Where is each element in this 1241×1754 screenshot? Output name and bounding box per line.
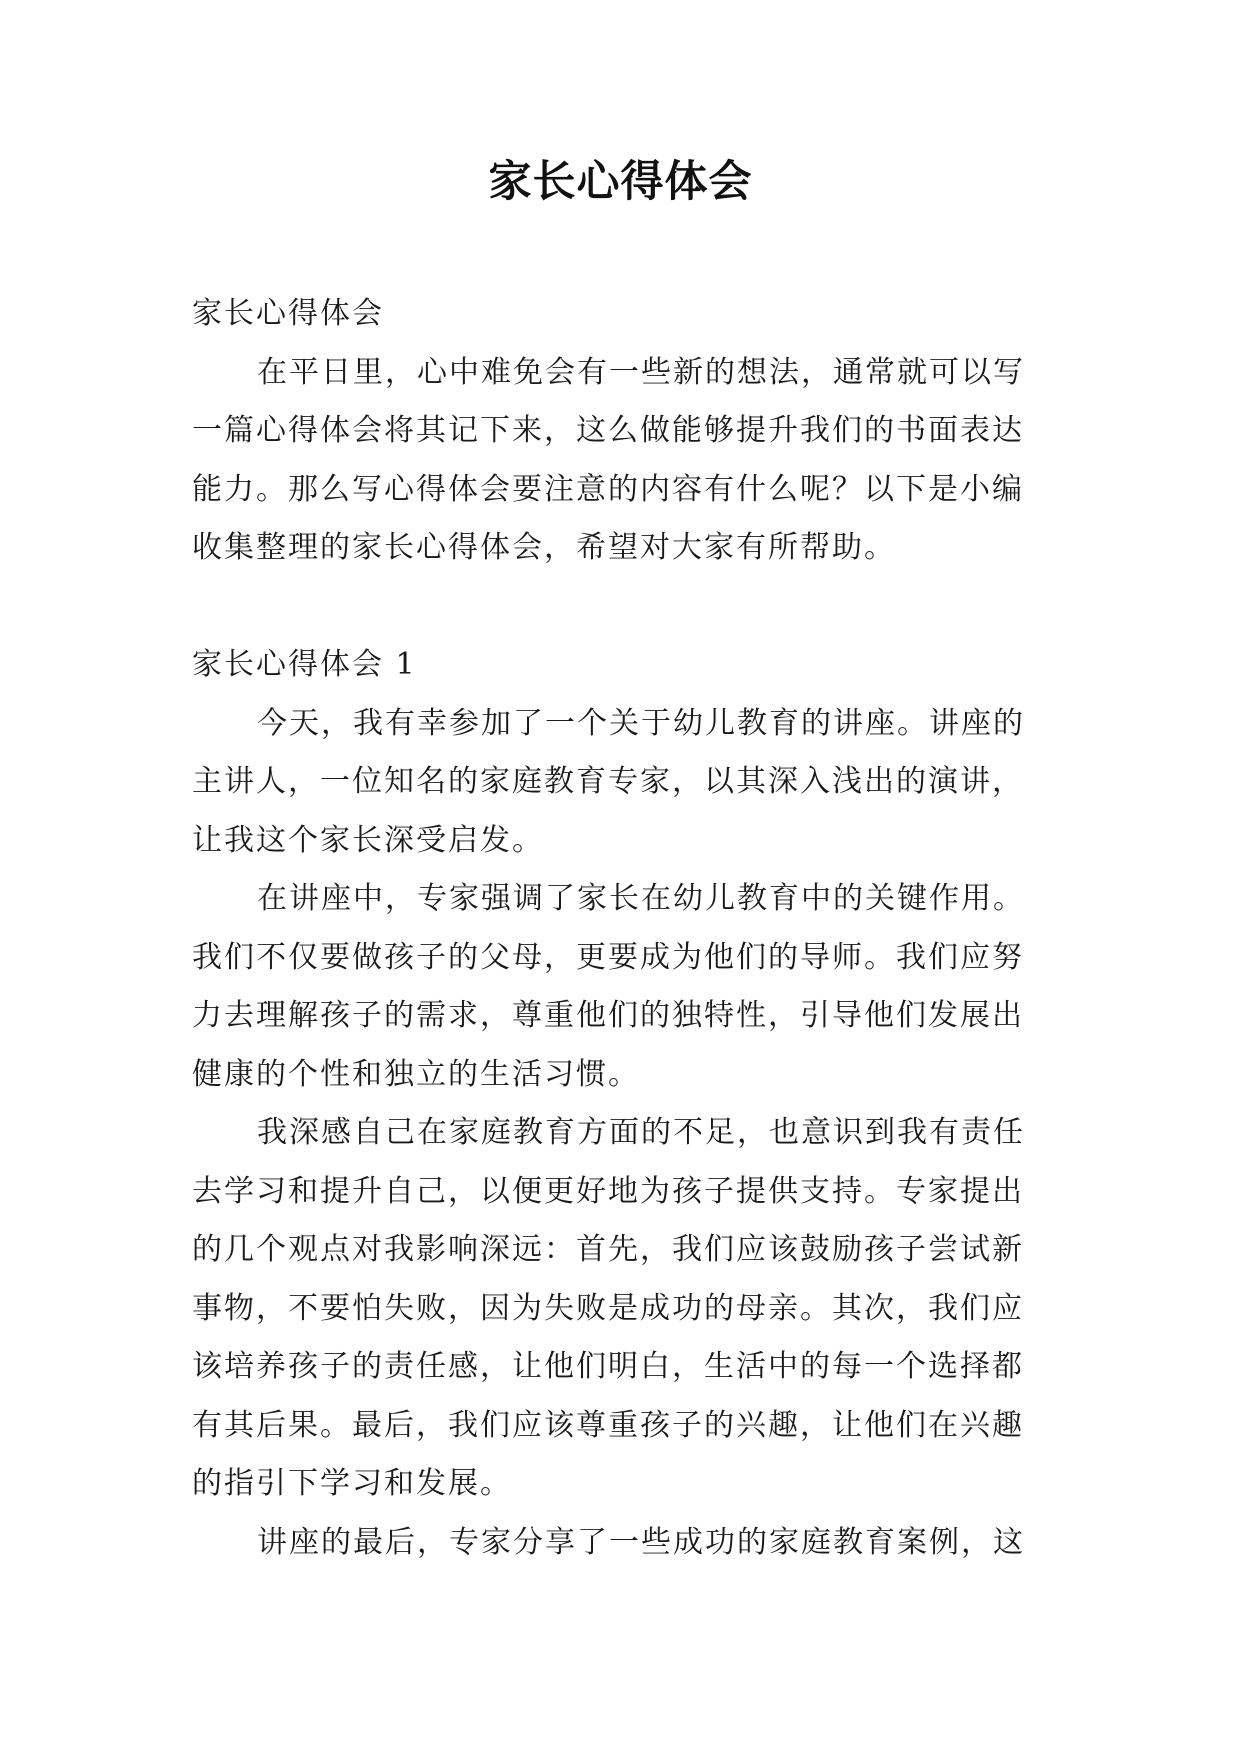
intro-line: 能力。那么写心得体会要注意的内容有什么呢？以下是小编 xyxy=(192,471,1024,507)
paragraph-line: 我们不仅要做孩子的父母，更要成为他们的导师。我们应努 xyxy=(192,939,1024,975)
paragraph-line: 我深感自己在家庭教育方面的不足，也意识到我有责任 xyxy=(257,1115,1025,1150)
paragraph-line: 在讲座中，专家强调了家长在幼儿教育中的关键作用。 xyxy=(257,881,1025,916)
paragraph-line: 力去理解孩子的需求，尊重他们的独特性，引导他们发展出 xyxy=(192,998,1024,1033)
paragraph-line: 健康的个性和独立的生活习惯。 xyxy=(192,1056,640,1092)
intro-paragraph xyxy=(192,344,1052,578)
paragraph-line: 的指引下学习和发展。 xyxy=(192,1466,512,1501)
document-body xyxy=(192,285,1052,1572)
paragraph-line: 的几个观点对我影响深远：首先，我们应该鼓励孩子尝试新 xyxy=(192,1232,1024,1267)
blank-line xyxy=(192,578,1052,637)
paragraph-line: 事物，不要怕失败，因为失败是成功的母亲。其次，我们应 xyxy=(192,1290,1024,1326)
intro-line: 一篇心得体会将其记下来，这么做能够提升我们的书面表达 xyxy=(192,413,1024,448)
intro-line: 在平日里，心中难免会有一些新的想法，通常就可以写 xyxy=(257,354,1025,390)
paragraph-4 xyxy=(192,1514,1052,1573)
paragraph-line: 今天，我有幸参加了一个关于幼儿教育的讲座。讲座的 xyxy=(257,705,1025,741)
intro-heading: 家长心得体会 xyxy=(192,296,384,331)
paragraph-line: 去学习和提升自己，以便更好地为孩子提供支持。专家提出 xyxy=(192,1173,1024,1209)
paragraph-line: 让我这个家长深受启发。 xyxy=(192,822,544,858)
section-heading: 家长心得体会 1 xyxy=(192,647,417,682)
paragraph-3 xyxy=(192,1104,1052,1514)
paragraph-line: 有其后果。最后，我们应该尊重孩子的兴趣，让他们在兴趣 xyxy=(192,1407,1024,1443)
paragraph-1 xyxy=(192,695,1052,871)
paragraph-line: 讲座的最后，专家分享了一些成功的家庭教育案例，这 xyxy=(257,1524,1025,1560)
intro-line: 收集整理的家长心得体会，希望对大家有所帮助。 xyxy=(192,530,896,565)
paragraph-line: 主讲人，一位知名的家庭教育专家，以其深入浅出的演讲， xyxy=(192,764,1024,799)
paragraph-line: 该培养孩子的责任感，让他们明白，生活中的每一个选择都 xyxy=(192,1349,1024,1384)
paragraph-2 xyxy=(192,870,1052,1104)
document-title: 家长心得体会 xyxy=(488,157,753,207)
